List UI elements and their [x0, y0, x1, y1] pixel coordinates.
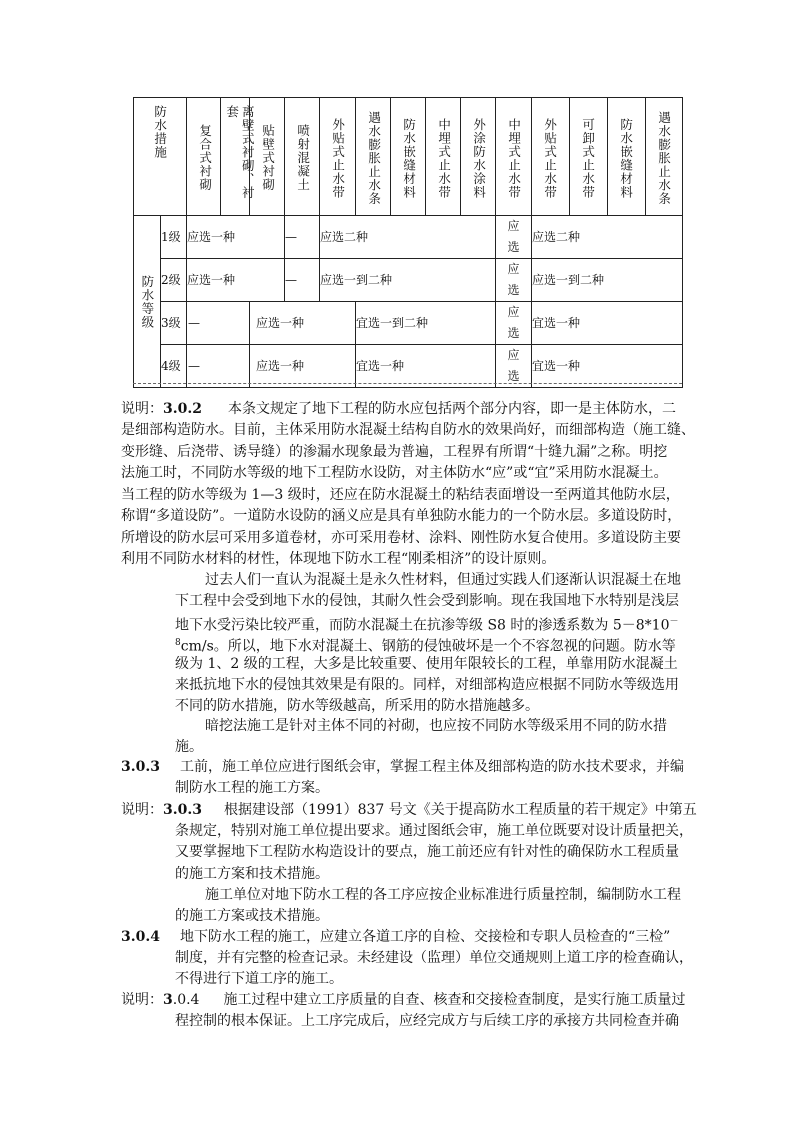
level-cell: 1级	[161, 216, 187, 259]
paragraph-line: 又要掌握地下工程防水构造设计的要点，施工前还应有针对性的确保防水工程质量	[175, 844, 679, 860]
table-row	[134, 259, 683, 302]
table-row	[134, 302, 683, 345]
table-row	[134, 345, 683, 388]
paragraph-line: 说明：3.0.3 根据建设部（1991）837 号文《关于提高防水工程质量的若干规定》中第五	[121, 802, 697, 818]
table-dotted-rule	[133, 383, 682, 384]
other-joint-cell: 宜选一种	[532, 302, 683, 345]
column-header: 外涂防水涂料	[461, 98, 496, 216]
paragraph-line: 说明：3.0.2 本条文规定了地下工程的防水应包括两个部分内容，即一是主体防水，二	[121, 401, 676, 417]
paragraph-line: 当工程的防水等级为 1—3 级时，还应在防水混凝土的粘结表面增设一至两道其他防水层，	[121, 487, 680, 503]
column-header: 贴壁式衬砌	[250, 98, 285, 216]
column-header: 可卸式止水带	[570, 98, 608, 216]
construction-joint-cell: 应选一到二种	[320, 259, 496, 302]
paragraph-line: 法施工时，不同防水等级的地下工程防水设防，对主体防水“应”或“宜”采用防水混凝土。	[121, 465, 668, 481]
column-header: 外贴式止水带	[320, 98, 356, 216]
column-header: 喷射混凝土	[285, 98, 320, 216]
paragraph-line: $^8$cm/s。所以，地下水对混凝土、钢筋的侵蚀破坏是一个不容忽视的问题。防水等	[175, 638, 676, 655]
table-row	[134, 216, 683, 259]
lining-cell: —	[187, 302, 250, 345]
column-header: 防水嵌缝材料	[391, 98, 426, 216]
paragraph-line: 的施工方案和技术措施。	[175, 866, 329, 882]
paragraph-line: 过去人们一直认为混凝土是永久性材料，但通过实践人们逐渐认识混凝土在地	[205, 572, 681, 588]
column-header: 遇水膨胀止水条	[646, 98, 683, 216]
column-header: 复合式衬砌	[187, 98, 221, 216]
paragraph-line: 变形缝、后浇带、诱导缝）的渗漏水现象最为普遍，工程界有所谓“十缝九漏”之称。明挖	[121, 444, 668, 460]
table-header-row	[134, 98, 683, 216]
settlement-joint-cell: 应选	[496, 216, 532, 259]
column-header: 防水嵌缝材料	[608, 98, 646, 216]
shotcrete-cell: 应选一种	[250, 345, 356, 388]
paragraph-line: 施。	[175, 739, 203, 755]
shotcrete-cell: —	[285, 216, 320, 259]
other-joint-cell: 宜选一种	[532, 345, 683, 388]
paragraph-line: 制度，并有完整的检查记录。未经建设（监理）单位交通规则上道工序的检查确认，	[175, 950, 693, 966]
paragraph-line: 利用不同防水材料的材性，体现地下防水工程“刚柔相济”的设计原则。	[121, 551, 556, 567]
column-header: 中埋式止水带	[496, 98, 532, 216]
paragraph-line: 称谓“多道设防”。一道防水设防的涵义应是具有单独防水能力的一个防水层。多道设防时，	[121, 508, 682, 524]
paragraph-line: 3.0.3 工前，施工单位应进行图纸会审，掌握工程主体及细部构造的防水技术要求，并编	[121, 759, 684, 775]
paragraph-line: 程控制的根本保证。上工序完成后，应经完成方与后续工序的承接方共同检查并确	[175, 1013, 679, 1029]
paragraph-line: 3.0.4 地下防水工程的施工，应建立各道工序的自检、交接检和专职人员检查的“三检”	[121, 929, 671, 945]
paragraph-line: 级为 1、2 级的工程，大多是比较重要、使用年限较长的工程，单靠用防水混凝土	[175, 656, 678, 672]
settlement-joint-cell: 应选	[496, 345, 532, 388]
column-header: 中埋式止水带	[426, 98, 461, 216]
paragraph-line: 来抵抗地下水的侵蚀其效果是有限的。同样，对细部构造应根据不同防水等级选用	[175, 677, 679, 693]
column-header: 遇水膨胀止水条	[356, 98, 391, 216]
lining-cell: 应选一种	[187, 216, 285, 259]
paragraph-line: 施工单位对地下防水工程的各工序应按企业标准进行质量控制，编制防水工程	[205, 887, 681, 903]
paragraph-line: 的施工方案或技术措施。	[175, 908, 329, 924]
level-cell: 3级	[161, 302, 187, 345]
column-header: 外贴式止水带	[532, 98, 570, 216]
level-cell: 4级	[161, 345, 187, 388]
lining-cell: 应选一种	[187, 259, 285, 302]
paragraph-line: 制防水工程的施工方案。	[175, 780, 329, 796]
other-joint-cell: 应选一到二种	[532, 259, 683, 302]
construction-joint-cell: 宜选一种	[356, 345, 496, 388]
paragraph-line: 暗挖法施工是针对主体不同的衬砌，也应按不同防水等级采用不同的防水措	[205, 718, 667, 734]
shotcrete-cell: —	[285, 259, 320, 302]
column-header: 离壁式衬砌、衬套	[221, 98, 250, 216]
paragraph-line: 说明：3.0.4 施工过程中建立工序质量的自查、核查和交接检查制度，是实行施工质量过	[121, 992, 686, 1008]
shotcrete-cell: 应选一种	[250, 302, 356, 345]
header-corner: 防水措施	[134, 98, 187, 216]
paragraph-line: 是细部构造防水。目前，主体采用防水混凝土结构自防水的效果尚好，而细部构造（施工缝、	[121, 422, 695, 438]
paragraph-line: 所增设的防水层可采用多道卷材，亦可采用卷材、涂料、刚性防水复合使用。多道设防主要	[121, 530, 681, 546]
settlement-joint-cell: 应选	[496, 302, 532, 345]
other-joint-cell: 应选二种	[532, 216, 683, 259]
level-cell: 2级	[161, 259, 187, 302]
waterproof-measures-table	[133, 97, 683, 388]
lining-cell: —	[187, 345, 250, 388]
paragraph-line: 地下水受污染比较严重，而防水混凝土在抗渗等级 S8 时的渗透系数为 5－8*10－	[175, 617, 679, 634]
construction-joint-cell: 宜选一到二种	[356, 302, 496, 345]
settlement-joint-cell: 应选	[496, 259, 532, 302]
paragraph-line: 不同的防水措施，防水等级越高，所采用的防水措施越多。	[175, 698, 539, 714]
paragraph-line: 不得进行下道工序的施工。	[175, 971, 343, 987]
paragraph-line: 条规定，特别对施工单位提出要求。通过图纸会审，施工单位既要对设计质量把关，	[175, 823, 693, 839]
grade-label-cell: 防水等级	[134, 216, 161, 388]
paragraph-line: 下工程中会受到地下水的侵蚀，其耐久性会受到影响。现在我国地下水特别是浅层	[175, 593, 679, 609]
construction-joint-cell: 应选二种	[320, 216, 496, 259]
